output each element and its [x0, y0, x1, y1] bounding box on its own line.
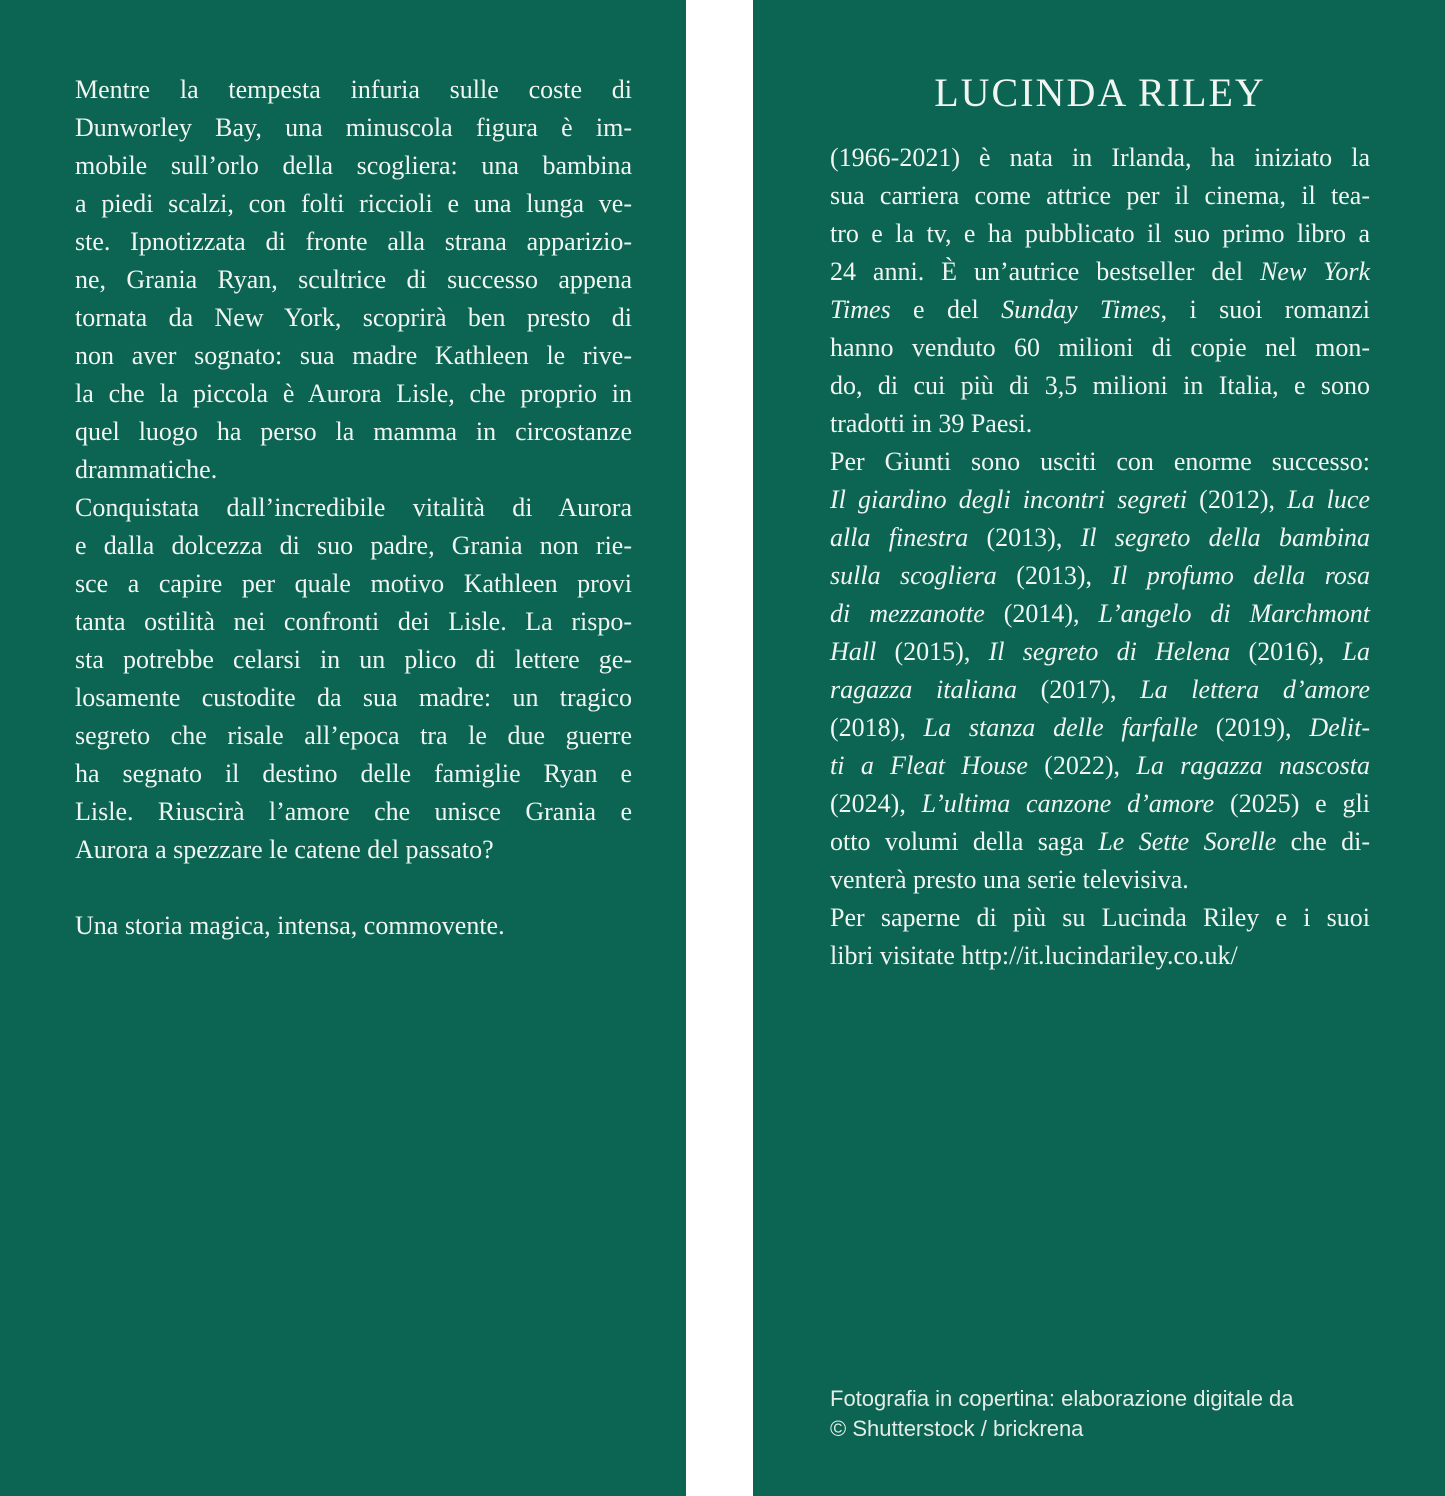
- text-line: sulla scogliera (2013), Il profumo della rosa: [830, 561, 1370, 590]
- text-line: drammatiche.: [75, 455, 218, 484]
- text-line: sce a capire per quale motivo Kathleen provi: [75, 569, 632, 598]
- text-line: Dunworley Bay, una minuscola figura è im-: [75, 113, 632, 142]
- text-line: Il giardino degli incontri segreti (2012), La luce: [830, 485, 1370, 514]
- flap-fold-gap: [686, 0, 753, 1496]
- text-line: losamente custodite da sua madre: un tragico: [75, 683, 632, 712]
- text-line: tornata da New York, scoprirà ben presto di: [75, 303, 632, 332]
- text-line: do, di cui più di 3,5 milioni in Italia, e sono: [830, 371, 1370, 400]
- text-line: quel luogo ha perso la mamma in circostanze: [75, 417, 632, 446]
- text-line: Conquistata dall’incredibile vitalità di Aurora: [75, 493, 632, 522]
- text-line: a piedi scalzi, con folti riccioli e una lunga ve-: [75, 189, 632, 218]
- text-line: sua carriera come attrice per il cinema, il tea-: [830, 181, 1370, 210]
- text-line: Hall (2015), Il segreto di Helena (2016), La: [830, 637, 1370, 666]
- text-line: e dalla dolcezza di suo padre, Grania non rie-: [75, 531, 632, 560]
- credit-line: Fotografia in copertina: elaborazione digitale da: [830, 1386, 1294, 1411]
- text-line: libri visitate http://it.lucindariley.co.uk/: [830, 941, 1238, 970]
- text-line: Per Giunti sono usciti con enorme successo:: [830, 447, 1370, 476]
- text-line: 24 anni. È un’autrice bestseller del New York: [830, 257, 1370, 286]
- text-line: Lisle. Riuscirà l’amore che unisce Grania e: [75, 797, 632, 826]
- text-line: tanta ostilità nei confronti dei Lisle. La rispo-: [75, 607, 632, 636]
- text-line: alla finestra (2013), Il segreto della bambina: [830, 523, 1370, 552]
- author-name-heading: LUCINDA RILEY: [934, 70, 1266, 115]
- text-line: (2018), La stanza delle farfalle (2019), Delit-: [830, 713, 1370, 742]
- left-flap-panel: [0, 0, 686, 1496]
- right-flap-panel: [753, 0, 1445, 1496]
- text-line: ti a Fleat House (2022), La ragazza nascosta: [830, 751, 1370, 780]
- text-line: la che la piccola è Aurora Lisle, che proprio in: [75, 379, 632, 408]
- text-line: di mezzanotte (2014), L’angelo di Marchmont: [830, 599, 1370, 628]
- text-line: Per saperne di più su Lucinda Riley e i suoi: [830, 903, 1370, 932]
- text-line: ste. Ipnotizzata di fronte alla strana apparizio-: [75, 227, 632, 256]
- text-line: Times e del Sunday Times, i suoi romanzi: [830, 295, 1370, 324]
- text-line: otto volumi della saga Le Sette Sorelle che di-: [830, 827, 1370, 856]
- credit-line: © Shutterstock / brickrena: [830, 1416, 1084, 1441]
- text-line: non aver sognato: sua madre Kathleen le rive-: [75, 341, 632, 370]
- text-line: Mentre la tempesta infuria sulle coste di: [75, 75, 632, 104]
- text-line: ragazza italiana (2017), La lettera d’amore: [830, 675, 1370, 704]
- paragraph: [75, 71, 632, 489]
- text-line: sta potrebbe celarsi in un plico di lettere ge-: [75, 645, 632, 674]
- text-line: mobile sull’orlo della scogliera: una bambina: [75, 151, 632, 180]
- text-line: Aurora a spezzare le catene del passato?: [75, 835, 494, 864]
- text-line: hanno venduto 60 milioni di copie nel mon-: [830, 333, 1370, 362]
- paragraph: [75, 489, 632, 869]
- tagline: Una storia magica, intensa, commovente.: [75, 911, 505, 940]
- text-line: ha segnato il destino delle famiglie Ryan e: [75, 759, 632, 788]
- text-line: (2024), L’ultima canzone d’amore (2025) e gli: [830, 789, 1370, 818]
- text-line: (1966-2021) è nata in Irlanda, ha iniziato la: [830, 143, 1370, 172]
- cover-photo-credit: [830, 1384, 1390, 1444]
- text-line: tradotti in 39 Paesi.: [830, 409, 1033, 438]
- synopsis-text: [75, 71, 632, 869]
- author-bio: [830, 139, 1370, 975]
- text-line: segreto che risale all’epoca tra le due guerre: [75, 721, 632, 750]
- text-line: venterà presto una serie televisiva.: [830, 865, 1189, 894]
- text-line: ne, Grania Ryan, scultrice di successo appena: [75, 265, 632, 294]
- text-line: tro e la tv, e ha pubblicato il suo primo libro a: [830, 219, 1370, 248]
